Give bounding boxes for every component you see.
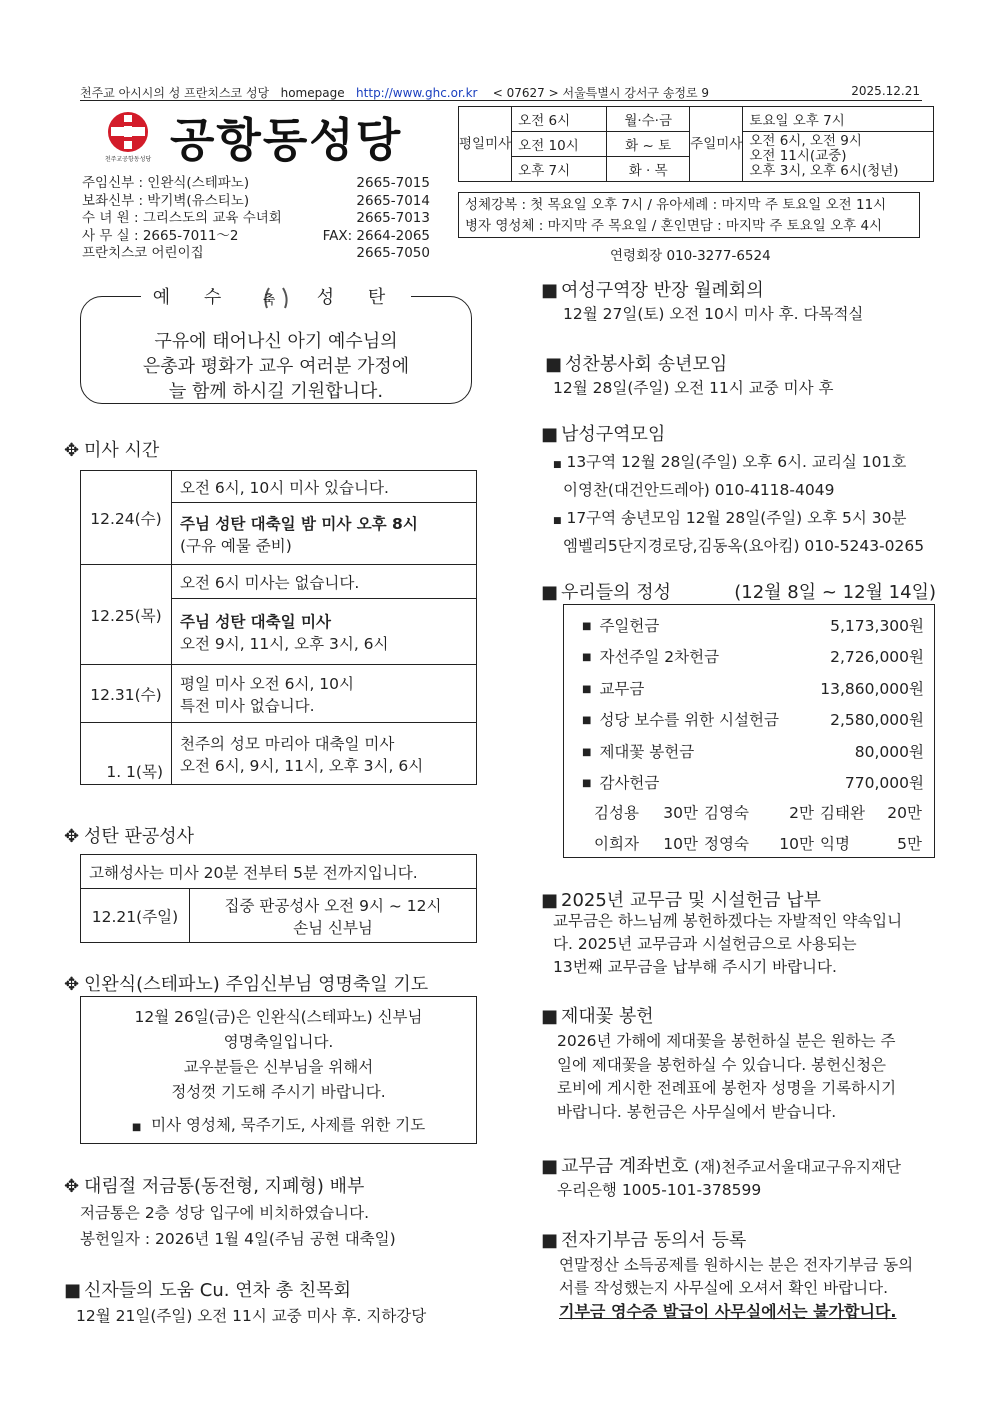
staff-row: 사 무 실 : 2665-7011～2 FAX: 2664-2065	[82, 227, 430, 244]
offering-row: ■ 자선주일 2차헌금 2,726,000원	[564, 641, 934, 673]
sunday-time: 토요일 오후 7시	[743, 107, 934, 132]
section-offering: ■ 우리들의 정성 (12월 8일 ~ 12월 14일)	[541, 578, 936, 604]
staff-row: 주임신부 : 인완식(스테파노) 2665-7015	[82, 175, 430, 191]
section-women: ■ 여성구역장 반장 월례회의	[541, 280, 764, 301]
info-line: 성체강복 : 첫 목요일 오후 7시 / 유아세례 : 마지막 주 토요일 오전 11시	[465, 197, 887, 213]
diamond-icon: ✥	[64, 1176, 80, 1197]
feast-line: 교우분들은 신부님을 위해서	[183, 1058, 374, 1076]
greeting-line: 늘 함께 하시길 기원합니다.	[168, 381, 384, 402]
mass-note: 오전 6시, 10시 미사 있습니다.	[172, 471, 477, 503]
svg-text:축: 축	[262, 293, 290, 308]
sacrament-info	[458, 192, 920, 238]
mass-note: 평일 미사 오전 6시, 10시 특전 미사 없습니다.	[172, 665, 477, 723]
weekday-days: 화 · 목	[607, 157, 690, 182]
laurel-icon	[261, 284, 291, 312]
e-donation-text: 연말정산 소득공제를 원하시는 분은 전자기부금 동의 서를 작성했는지 사무실에 오셔서 확인 바랍니다. 기부금 영수증 발급이 사무실에서는 불가합니다.	[559, 1256, 914, 1321]
square-icon: ■	[545, 354, 563, 375]
greeting-line: 구유에 태어나신 아기 예수님의	[154, 331, 398, 352]
flowers-text: 2026년 가해에 제대꽃을 봉헌하실 분은 원하는 주 일에 제대꽃을 봉헌하실 수 있습니다. 봉헌신청은 로비에 게시한 전례표에 봉헌자 성명을 기록하시기 바랍니다. 봉헌금은 사무실에서 받습니다.	[557, 1032, 897, 1121]
e-donation-warning: 기부금 영수증 발급이 사무실에서는 불가합니다.	[559, 1302, 897, 1321]
square-icon: ■	[541, 582, 559, 603]
offering-row: ■ 제대꽃 봉헌금 80,000원	[564, 735, 934, 767]
parish-name: 천주교 아시시의 성 프란치스코 성당	[80, 86, 270, 100]
page-title: 공항동성당	[170, 113, 403, 167]
feast-bullet: ■ 미사 영성체, 묵주기도, 사제를 위한 기도	[131, 1116, 426, 1134]
section-feast-prayer: ✥ 인완식(스테파노) 주임신부님 영명축일 기도	[64, 974, 429, 995]
feast-line: 12월 26일(금)은 인완식(스테파노) 신부님	[134, 1008, 423, 1026]
offering-box	[563, 604, 935, 858]
square-icon: ■	[64, 1280, 82, 1301]
section-confession: ✥ 성탄 판공성사	[64, 826, 195, 847]
section-account: ■ 교무금 계좌번호 (재)천주교서울대교구유지재단	[541, 1156, 901, 1177]
tithe-text: 교무금은 하느님께 봉헌하겠다는 자발적인 약속입니 다. 2025년 교무금과 시설헌금으로 사용되는 13번째 교무금을 납부해 주시기 바랍니다.	[553, 912, 903, 976]
mass-note: 주님 성탄 대축일 밤 미사 오후 8시 (구유 예물 준비)	[172, 503, 477, 565]
mass-date: 12.31(수)	[81, 665, 172, 723]
offering-row: ■ 감사헌금 770,000원	[564, 767, 934, 799]
feast-box	[80, 996, 477, 1144]
info-line: 병자 영성체 : 마지막 주 목요일 / 혼인면담 : 마지막 주 토요일 오후 4시	[465, 218, 883, 234]
mass-schedule-table	[458, 106, 934, 182]
address: < 07627 > 서울특별시 강서구 송정로 9	[492, 86, 710, 100]
staff-list	[82, 175, 430, 263]
offering-row: ■ 주일헌금 5,173,300원	[564, 609, 934, 641]
greeting-line: 은총과 평화가 교우 여러분 가정에	[142, 356, 410, 377]
women-text: 12월 27일(토) 오전 10시 미사 후. 다목적실	[563, 305, 864, 323]
account-holder: (재)천주교서울대교구유지재단	[694, 1158, 901, 1176]
square-icon: ■	[541, 1230, 559, 1251]
offering-period: (12월 8일 ~ 12월 14일)	[734, 582, 936, 603]
weekday-time: 오후 7시	[512, 157, 607, 182]
diamond-icon: ✥	[64, 826, 80, 847]
weekday-mass-heading: 평일미사	[459, 107, 512, 182]
section-tithe: ■ 2025년 교무금 및 시설헌금 납부	[541, 890, 821, 911]
homepage-label: homepage	[280, 86, 345, 100]
sunday-mass-heading: 주일미사	[690, 107, 743, 182]
mass-times-table	[80, 470, 477, 785]
diamond-icon: ✥	[64, 440, 80, 461]
mass-note: 오전 6시 미사는 없습니다.	[172, 565, 477, 599]
section-cu: ■ 신자들의 도움 Cu. 연차 총 친목회	[64, 1280, 351, 1301]
cu-text: 12월 21일(주일) 오전 11시 교중 미사 후. 지하강당	[76, 1307, 427, 1325]
feast-line: 정성껏 기도해 주시기 바랍니다.	[171, 1083, 386, 1101]
section-choir: ■ 성찬봉사회 송년모임	[545, 354, 728, 375]
header-divider	[80, 100, 922, 101]
weekday-time: 오전 6시	[512, 107, 607, 132]
men-item: ■ 17구역 송년모임 12월 28일(주일) 오후 5시 30분 엠벨리5단지경로당,김동옥(요아킴) 010-5243-0265	[553, 509, 925, 555]
homepage-link[interactable]: http://www.ghc.or.kr	[356, 86, 478, 100]
offering-row: ■ 교무금 13,860,000원	[564, 672, 934, 704]
section-mass-times: ✥ 미사 시간	[64, 440, 160, 461]
parish-logo-icon	[98, 108, 162, 164]
mass-date: 1. 1(목)	[81, 723, 172, 785]
header-line	[80, 84, 920, 101]
choir-text: 12월 28일(주일) 오전 11시 교중 미사 후	[553, 379, 834, 397]
christmas-greeting	[80, 287, 472, 404]
diamond-icon: ✥	[64, 974, 80, 995]
weekday-days: 월·수·금	[607, 107, 690, 132]
section-e-donation: ■ 전자기부금 동의서 등록	[541, 1230, 747, 1251]
donor-list: 김성용 30만 김영숙 2만 김태완 20만 이희자 10만 정영숙 10만 익명 5만	[594, 804, 922, 853]
advent-text: 저금통은 2층 성당 입구에 비치하였습니다. 봉헌일자 : 2026년 1월 4일(주님 공현 대축일)	[80, 1204, 396, 1248]
funeral-contact: 연령회장 010-3277-6524	[610, 248, 771, 264]
men-item: ■ 13구역 12월 28일(주일) 오후 6시. 교리실 101호 이영찬(대건안드레아) 010-4118-4049	[553, 453, 907, 499]
staff-row: 보좌신부 : 박기벽(유스티노) 2665-7014	[82, 192, 430, 209]
confession-detail: 집중 판공성사 오전 9시 ~ 12시 손님 신부님	[190, 889, 477, 943]
square-icon: ■	[541, 280, 559, 301]
section-men: ■ 남성구역모임	[541, 424, 666, 445]
confession-date: 12.21(주일)	[81, 889, 190, 943]
offering-row: ■ 성당 보수를 위한 시설헌금 2,580,000원	[564, 704, 934, 736]
staff-row: 수 녀 원 : 그리스도의 교육 수녀회 2665-7013	[82, 210, 430, 226]
sunday-times: 오전 6시, 오전 9시 오전 11시(교중) 오후 3시, 오후 6시(청년)	[743, 132, 934, 182]
issue-date: 2025.12.21	[851, 84, 920, 98]
square-icon: ■	[541, 1156, 559, 1177]
section-advent: ✥ 대림절 저금통(동전형, 지폐형) 배부	[64, 1176, 365, 1197]
square-icon: ■	[541, 890, 559, 911]
mass-note: 천주의 성모 마리아 대축일 미사 오전 6시, 9시, 11시, 오후 3시, 6시	[172, 723, 477, 785]
confession-note: 고해성사는 미사 20분 전부터 5분 전까지입니다.	[81, 855, 477, 889]
section-flowers: ■ 제대꽃 봉헌	[541, 1006, 654, 1027]
svg-text:천주교공항동성당: 천주교공항동성당	[104, 156, 152, 163]
weekday-time: 오전 10시	[512, 132, 607, 157]
mass-date: 12.24(수)	[81, 471, 172, 565]
square-icon: ■	[541, 424, 559, 445]
square-icon: ■	[541, 1006, 559, 1027]
mass-note: 주님 성탄 대축일 미사 오전 9시, 11시, 오후 3시, 6시	[172, 599, 477, 665]
feast-line: 영명축일입니다.	[223, 1033, 334, 1051]
weekday-days: 화 ~ 토	[607, 132, 690, 157]
account-number: 우리은행 1005-101-378599	[557, 1181, 762, 1199]
confession-table	[80, 854, 477, 943]
greeting-heading: 예 수 축 성 탄	[81, 283, 471, 312]
mass-date: 12.25(목)	[81, 565, 172, 665]
staff-row: 프란치스코 어린이집 2665-7050	[82, 245, 430, 261]
